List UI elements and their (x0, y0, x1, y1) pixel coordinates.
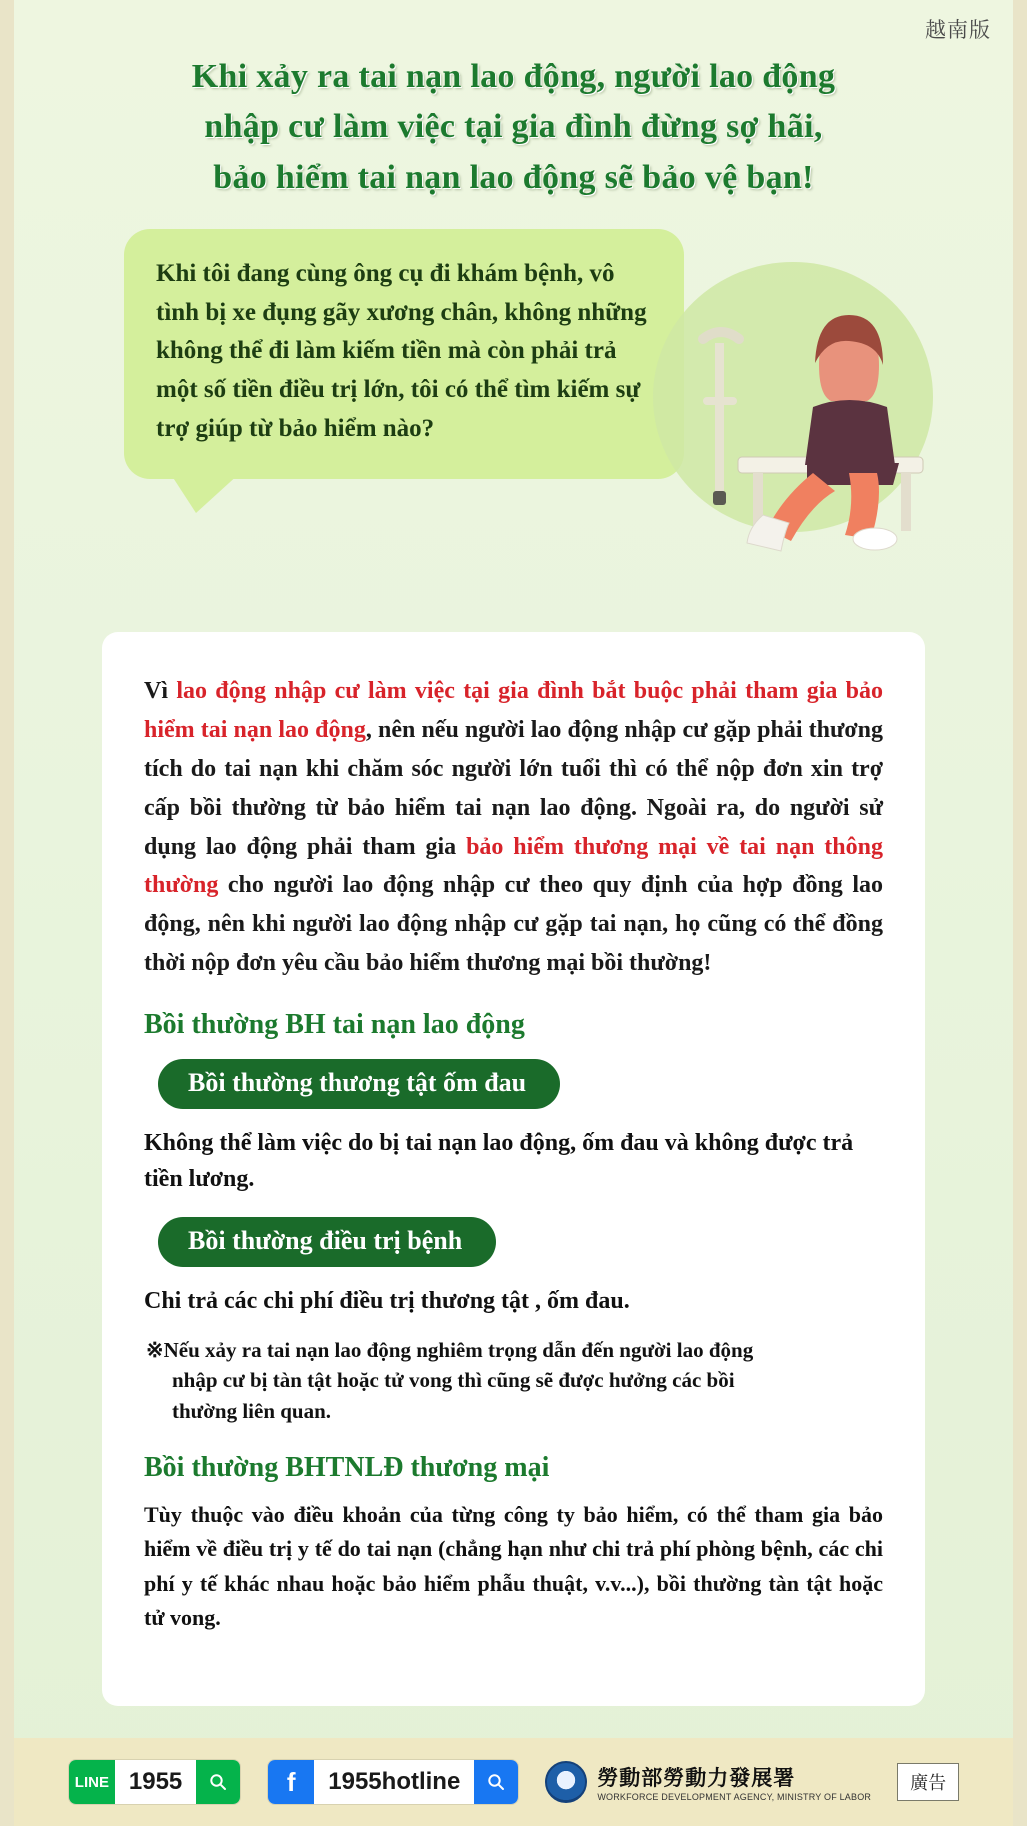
search-icon[interactable] (474, 1760, 518, 1804)
footnote (144, 1335, 883, 1426)
line-contact-chip[interactable] (68, 1759, 241, 1805)
badge-medical-compensation: Bồi thường điều trị bệnh (158, 1217, 496, 1267)
intro-text-1: Vì (144, 678, 177, 704)
injured-worker-illustration (643, 247, 943, 557)
intro-highlight-1: lao động nhập cư làm việc tại gia đình bắt buộc phải tham gia bảo hiểm tai nạn lao động (144, 678, 884, 743)
footnote-line-2: nhập cư bị tàn tật hoặc tử vong thì cũng sẽ được hưởng các bồi (172, 1368, 735, 1393)
agency-block (545, 1761, 871, 1803)
footnote-line-3: thường liên quan. (172, 1398, 332, 1423)
injury-compensation-text: Không thể làm việc do bị tai nạn lao động, ốm đau và không được trả tiền lương. (144, 1130, 854, 1192)
badge-injury-compensation: Bồi thường thương tật ốm đau (158, 1059, 560, 1109)
headline-line-2: nhập cư làm việc tại gia đình đừng sợ hãi, (204, 108, 823, 146)
intro-text-2: , nên nếu người lao động nhập cư gặp phải thương tích do tai nạn khi chăm sóc người lớn tuổi thì có thể nộp đơn xin trợ cấp bồi thường từ bảo hiểm tai nạn lao động. Ngoài ra, do người sử dụng lao động phải tham gia (144, 716, 883, 860)
facebook-contact-chip[interactable] (267, 1759, 519, 1805)
language-tag: 越南版 (925, 19, 991, 42)
line-number: 1955 (128, 1768, 183, 1795)
facebook-handle: 1955hotline (328, 1768, 461, 1795)
page-title (54, 52, 973, 203)
section-title-commercial: Bồi thường BHTNLĐ thương mại (144, 1452, 550, 1484)
footer-bar (14, 1738, 1013, 1826)
footnote-mark: ※ (146, 1338, 164, 1362)
intro-paragraph (144, 672, 883, 983)
ad-label: 廣告 (897, 1763, 959, 1801)
medical-compensation-text: Chi trả các chi phí điều trị thương tật , ốm đau. (144, 1288, 630, 1314)
intro-text-3: cho người lao động nhập cư theo quy định của hợp đồng lao động, nên khi người lao động nhập cư gặp tai nạn, họ cũng có thể đồng thời nộp đơn yêu cầu bảo hiểm thương mại bồi thường! (144, 872, 883, 977)
commercial-insurance-text: Tùy thuộc vào điều khoản của từng công ty bảo hiểm, có thể tham gia bảo hiểm về điều trị y tế do tai nạn (chẳng hạn như chi trả phí phòng bệnh, các chi phí y tế khác nhau hoặc bảo hiểm phẫu thuật, v.v...), bồi thường tàn tật hoặc tử vong. (144, 1502, 883, 1630)
line-icon: LINE (69, 1760, 115, 1804)
search-icon[interactable] (196, 1760, 240, 1804)
agency-name-en: WORKFORCE DEVELOPMENT AGENCY, MINISTRY OF LABOR (597, 1792, 872, 1802)
facebook-icon: f (268, 1760, 314, 1804)
content-card (102, 632, 925, 1706)
section-title-occupational: Bồi thường BH tai nạn lao động (144, 1009, 525, 1040)
agency-name-cn: 勞動部勞動力發展署 (597, 1767, 796, 1790)
headline-line-1: Khi xảy ra tai nạn lao động, người lao động (191, 58, 836, 95)
agency-seal-icon (545, 1761, 587, 1803)
speech-section (14, 229, 1013, 559)
headline-line-3: bảo hiểm tai nạn lao động sẽ bảo vệ bạn! (213, 158, 814, 196)
footnote-line-1: Nếu xảy ra tai nạn lao động nghiêm trọng dẫn đến người lao động (163, 1338, 754, 1362)
intro-highlight-2: bảo hiểm thương mại về tai nạn thông thường (144, 833, 883, 899)
speech-bubble: Khi tôi đang cùng ông cụ đi khám bệnh, vô tình bị xe đụng gãy xương chân, không những không thể đi làm kiếm tiền mà còn phải trả một số tiền điều trị lớn, tôi có thể tìm kiếm sự trợ giúp từ bảo hiểm nào? (124, 229, 684, 479)
